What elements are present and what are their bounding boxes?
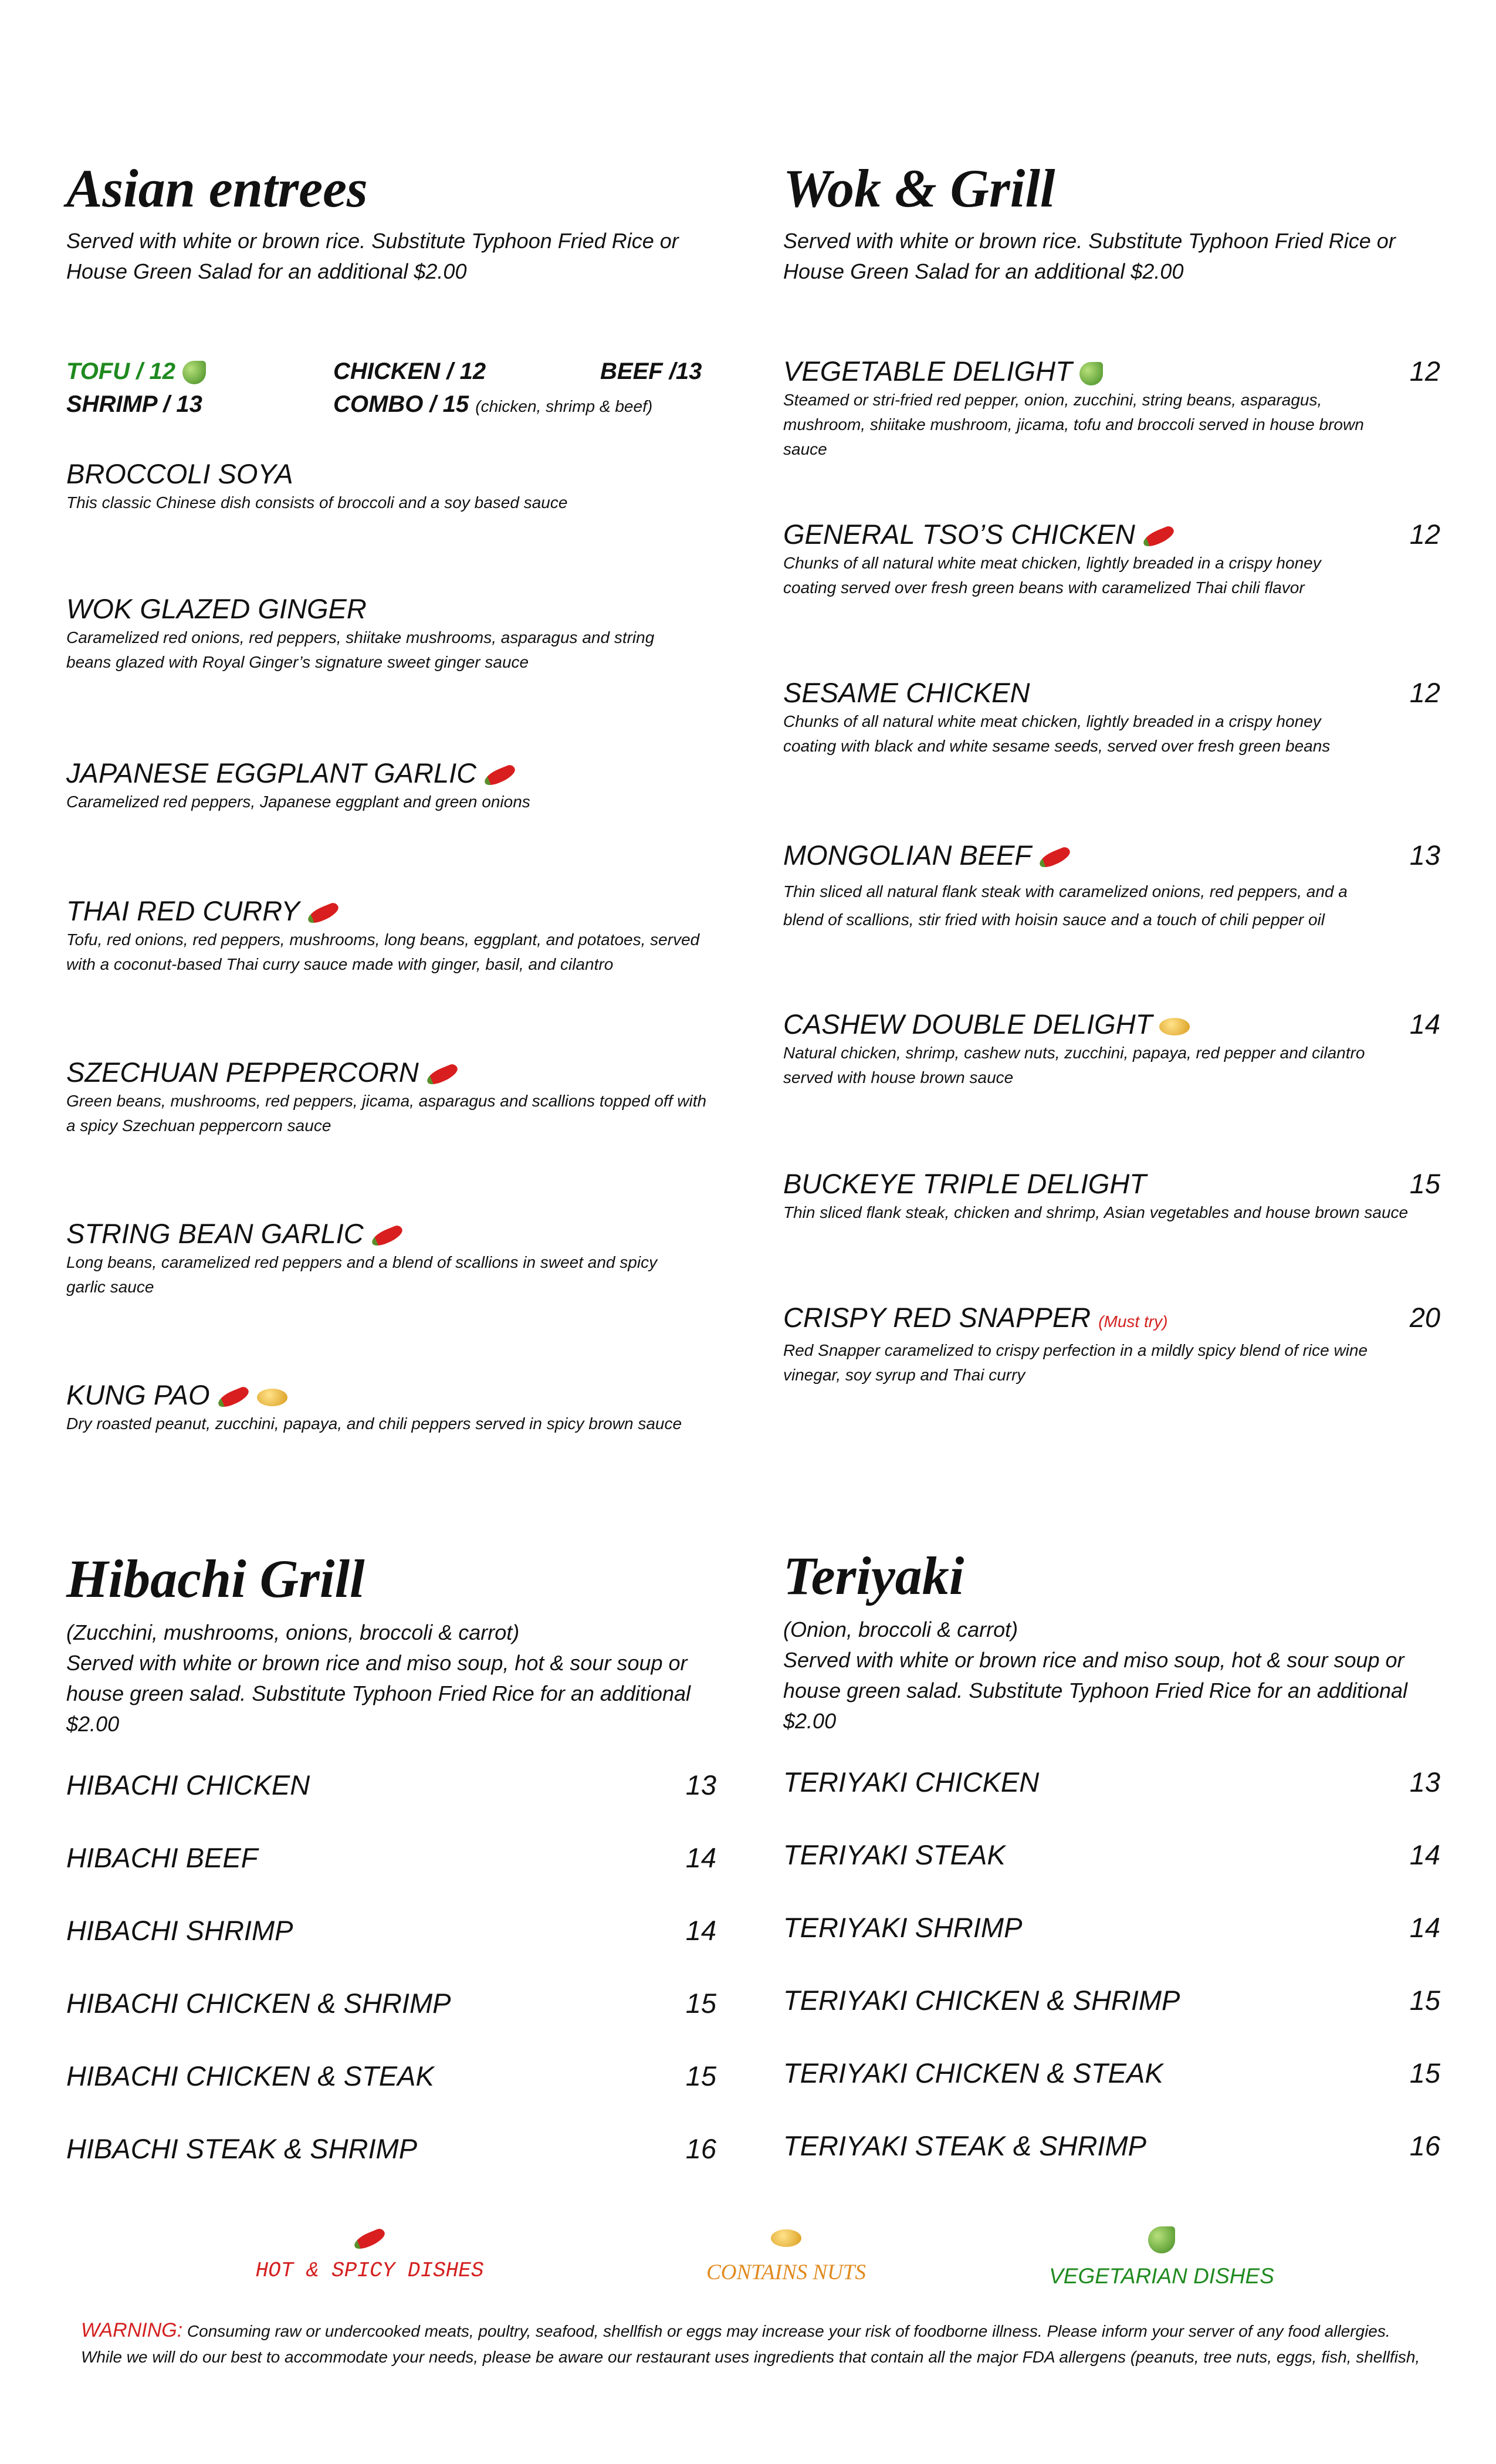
item-name: HIBACHI SHRIMP: [66, 1915, 293, 1946]
item-name-row: [783, 518, 1440, 551]
item-name: TERIYAKI CHICKEN & SHRIMP: [783, 1985, 1180, 2016]
item-name: HIBACHI CHICKEN & SHRIMP: [66, 1988, 451, 2019]
protein-options: [66, 355, 729, 425]
menu-item: [66, 757, 729, 814]
item-name-row: [783, 839, 1440, 872]
list-item: [66, 2133, 716, 2165]
wok-grill-note: Served with white or brown rice. Substitute Typhoon Fried Rice or House Green Salad for an additional $2.00: [783, 229, 1396, 283]
item-desc: Tofu, red onions, red peppers, mushrooms, long beans, eggplant, and potatoes, served with a coconut-based Thai curry sauce made with ginger, basil, and cilantro: [66, 930, 700, 973]
item-name: BROCCOLI SOYA: [66, 458, 293, 489]
wok-grill-section: [783, 158, 1440, 1393]
item-desc: Long beans, caramelized red peppers and a blend of scallions in sweet and spicy garlic sauce: [66, 1253, 658, 1296]
menu-item: [783, 1167, 1440, 1225]
list-item: [783, 1911, 1440, 1944]
item-name: TERIYAKI CHICKEN & STEAK: [783, 2057, 1163, 2089]
item-name: TERIYAKI STEAK & SHRIMP: [783, 2130, 1146, 2161]
item-name: MONGOLIAN BEEF: [783, 840, 1032, 871]
item-desc: This classic Chinese dish consists of broccoli and a soy based sauce: [66, 493, 568, 512]
item-name: VEGETABLE DELIGHT: [783, 356, 1072, 387]
menu-item: [66, 593, 729, 675]
item-name: BUCKEYE TRIPLE DELIGHT: [783, 1168, 1146, 1199]
chili-pepper-icon: [482, 763, 517, 787]
list-item: [66, 2060, 716, 2093]
item-desc: Dry roasted peanut, zucchini, papaya, and chili peppers served in spicy brown sauce: [66, 1414, 682, 1433]
item-price: 14: [685, 1842, 716, 1873]
allergy-warning: [81, 2317, 1424, 2370]
chili-pepper-icon: [352, 2228, 387, 2252]
vegetarian-icon: [182, 361, 206, 384]
item-name: HIBACHI STEAK & SHRIMP: [66, 2133, 418, 2164]
item-price: 15: [1409, 1168, 1440, 1199]
item-price: 16: [685, 2133, 716, 2164]
list-item: [783, 1839, 1440, 1871]
item-price: 13: [1409, 1766, 1440, 1798]
warning-label: WARNING:: [81, 2319, 183, 2341]
menu-item: [783, 1301, 1440, 1387]
vegetarian-icon: [1148, 2226, 1175, 2253]
item-price: 13: [1409, 840, 1440, 871]
item-price: 15: [685, 2060, 716, 2091]
item-desc: Steamed or stri-fried red pepper, onion, zucchini, string beans, asparagus, mushroom, shiitake mushroom, jicama, tofu and broccoli served in house brown sauce: [783, 391, 1364, 458]
item-price: 20: [1409, 1302, 1440, 1333]
item-name-row: [783, 355, 1440, 388]
menu-item: [783, 1008, 1440, 1090]
item-name-row: [783, 1008, 1440, 1041]
vegetarian-icon: [1079, 362, 1103, 385]
item-name: STRING BEAN GARLIC: [66, 1218, 364, 1249]
menu-item: [66, 458, 729, 515]
chili-pepper-icon: [1141, 524, 1176, 549]
list-item: [783, 1766, 1440, 1799]
item-name-row: [66, 1379, 729, 1412]
asian-entrees-title: Asian entrees: [66, 158, 368, 218]
list-item: [66, 1769, 716, 1802]
item-name-row: [66, 895, 729, 928]
item-name: TERIYAKI CHICKEN: [783, 1766, 1040, 1798]
protein-combo-note: (chicken, shrimp & beef): [475, 397, 653, 415]
protein-beef: BEEF /13: [600, 358, 702, 384]
must-try-tag: (Must try): [1098, 1312, 1168, 1331]
wok-grill-title: Wok & Grill: [783, 158, 1055, 218]
item-name-row: [66, 757, 729, 790]
teriyaki-sub: (Onion, broccoli & carrot): [783, 1617, 1018, 1641]
menu-item: [66, 1379, 729, 1436]
menu-item: [66, 895, 729, 977]
hibachi-note: Served with white or brown rice and miso soup, hot & sour soup or house green salad. Substitute Typhoon Fried Rice for an additional $2.00: [66, 1651, 691, 1736]
protein-combo: [333, 388, 652, 423]
hibachi-title: Hibachi Grill: [66, 1549, 365, 1609]
chili-pepper-icon: [370, 1224, 405, 1248]
list-item: [783, 2057, 1440, 2090]
item-price: 16: [1409, 2130, 1440, 2161]
menu-item: [66, 1217, 729, 1299]
menu-item: [66, 1056, 729, 1138]
item-name: CRISPY RED SNAPPER: [783, 1302, 1091, 1333]
protein-shrimp: SHRIMP / 13: [66, 391, 202, 417]
menu-item: [783, 518, 1440, 600]
item-price: 15: [1409, 1985, 1440, 2016]
item-price: 15: [1409, 2057, 1440, 2089]
item-name: HIBACHI CHICKEN & STEAK: [66, 2060, 434, 2091]
item-name: HIBACHI BEEF: [66, 1842, 258, 1873]
hibachi-section: [66, 1549, 716, 2191]
protein-chicken: CHICKEN / 12: [333, 358, 486, 384]
chili-pepper-icon: [216, 1385, 251, 1409]
asian-entrees-note: Served with white or brown rice. Substitute Typhoon Fried Rice or House Green Salad for an additional $2.00: [66, 229, 679, 283]
item-name: CASHEW DOUBLE DELIGHT: [783, 1008, 1153, 1040]
item-price: 15: [685, 1988, 716, 2019]
item-desc: Chunks of all natural white meat chicken, lightly breaded in a crispy honey coating with black and white sesame seeds, served over fresh green beans: [783, 712, 1331, 755]
list-item: [66, 1914, 716, 1947]
legend-veg: [1033, 2226, 1291, 2289]
item-name-row: [783, 1301, 1440, 1338]
item-name-row: [66, 1217, 729, 1250]
item-name: TERIYAKI SHRIMP: [783, 1912, 1023, 1943]
legend-spicy: [246, 2232, 493, 2283]
item-name: JAPANESE EGGPLANT GARLIC: [66, 757, 477, 788]
list-item: [66, 1987, 716, 2020]
list-item: [783, 2130, 1440, 2162]
legend-veg-label: VEGETARIAN DISHES: [1049, 2264, 1274, 2288]
item-desc: Red Snapper caramelized to crispy perfection in a mildly spicy blend of rice wine vinegar, soy syrup and Thai curry: [783, 1341, 1368, 1384]
protein-combo-label: COMBO / 15: [333, 391, 469, 417]
item-price: 14: [1409, 1008, 1440, 1040]
legend-nuts: [663, 2229, 909, 2285]
item-name: HIBACHI CHICKEN: [66, 1769, 310, 1800]
item-name: TERIYAKI STEAK: [783, 1839, 1006, 1870]
item-price: 14: [1409, 1839, 1440, 1870]
nut-icon: [771, 2229, 801, 2247]
item-price: 13: [685, 1769, 716, 1800]
warning-text: Consuming raw or undercooked meats, poultry, seafood, shellfish or eggs may increase your risk of foodborne illness. Please inform your server of any food allergies. While we will do our best to accommodate your needs, please be aware our restaurant uses ingredients that contain all the major FDA allergens (peanuts, tree nuts, eggs, fish, shellfish,: [81, 2322, 1420, 2366]
item-name: SZECHUAN PEPPERCORN: [66, 1057, 419, 1088]
item-desc: Green beans, mushrooms, red peppers, jicama, asparagus and scallions topped off with a spicy Szechuan peppercorn sauce: [66, 1092, 707, 1135]
item-name: WOK GLAZED GINGER: [66, 593, 367, 624]
item-name-row: [66, 1056, 729, 1089]
chili-pepper-icon: [425, 1062, 460, 1087]
peanut-icon: [257, 1389, 287, 1406]
item-price: 14: [1409, 1912, 1440, 1943]
item-price: 12: [1409, 677, 1440, 708]
teriyaki-title: Teriyaki: [783, 1546, 964, 1606]
item-desc: Natural chicken, shrimp, cashew nuts, zucchini, papaya, red pepper and cilantro served with house brown sauce: [783, 1044, 1365, 1087]
item-price: 12: [1409, 356, 1440, 387]
hibachi-sub: (Zucchini, mushrooms, onions, broccoli & carrot): [66, 1620, 520, 1644]
list-item: [783, 1984, 1440, 2017]
item-desc: Caramelized red onions, red peppers, shiitake mushrooms, asparagus and string beans glazed with Royal Ginger’s signature sweet ginger sauce: [66, 628, 655, 671]
legend-spicy-label: HOT & SPICY DISHES: [255, 2259, 484, 2283]
item-name: SESAME CHICKEN: [783, 677, 1030, 708]
protein-tofu-label: TOFU / 12: [66, 358, 175, 384]
item-desc: Thin sliced flank steak, chicken and shrimp, Asian vegetables and house brown sauce: [783, 1203, 1409, 1221]
item-price: 14: [685, 1915, 716, 1946]
teriyaki-note: Served with white or brown rice and miso soup, hot & sour soup or house green salad. Substitute Typhoon Fried Rice for an additional $2.00: [783, 1648, 1407, 1733]
chili-pepper-icon: [1037, 845, 1072, 869]
teriyaki-section: [783, 1546, 1440, 2188]
item-name: KUNG PAO: [66, 1379, 210, 1410]
item-desc: Chunks of all natural white meat chicken, lightly breaded in a crispy honey coating served over fresh green beans with caramelized Thai chili flavor: [783, 554, 1321, 597]
asian-entrees-section: [66, 158, 729, 1464]
list-item: [66, 1842, 716, 1874]
menu-item: [783, 355, 1440, 462]
legend-nuts-label: CONTAINS NUTS: [706, 2260, 866, 2284]
chili-pepper-icon: [306, 901, 341, 925]
item-name: THAI RED CURRY: [66, 895, 300, 926]
item-desc: Thin sliced all natural flank steak with caramelized onions, red peppers, and a blend of scallions, stir fried with hoisin sauce and a touch of chili pepper oil: [783, 882, 1348, 929]
cashew-nut-icon: [1159, 1018, 1190, 1035]
protein-tofu: [66, 355, 206, 388]
menu-item: [783, 839, 1440, 934]
item-name: GENERAL TSO’S CHICKEN: [783, 519, 1135, 550]
item-desc: Caramelized red peppers, Japanese eggplant and green onions: [66, 793, 530, 811]
menu-item: [783, 676, 1440, 759]
item-price: 12: [1409, 519, 1440, 550]
